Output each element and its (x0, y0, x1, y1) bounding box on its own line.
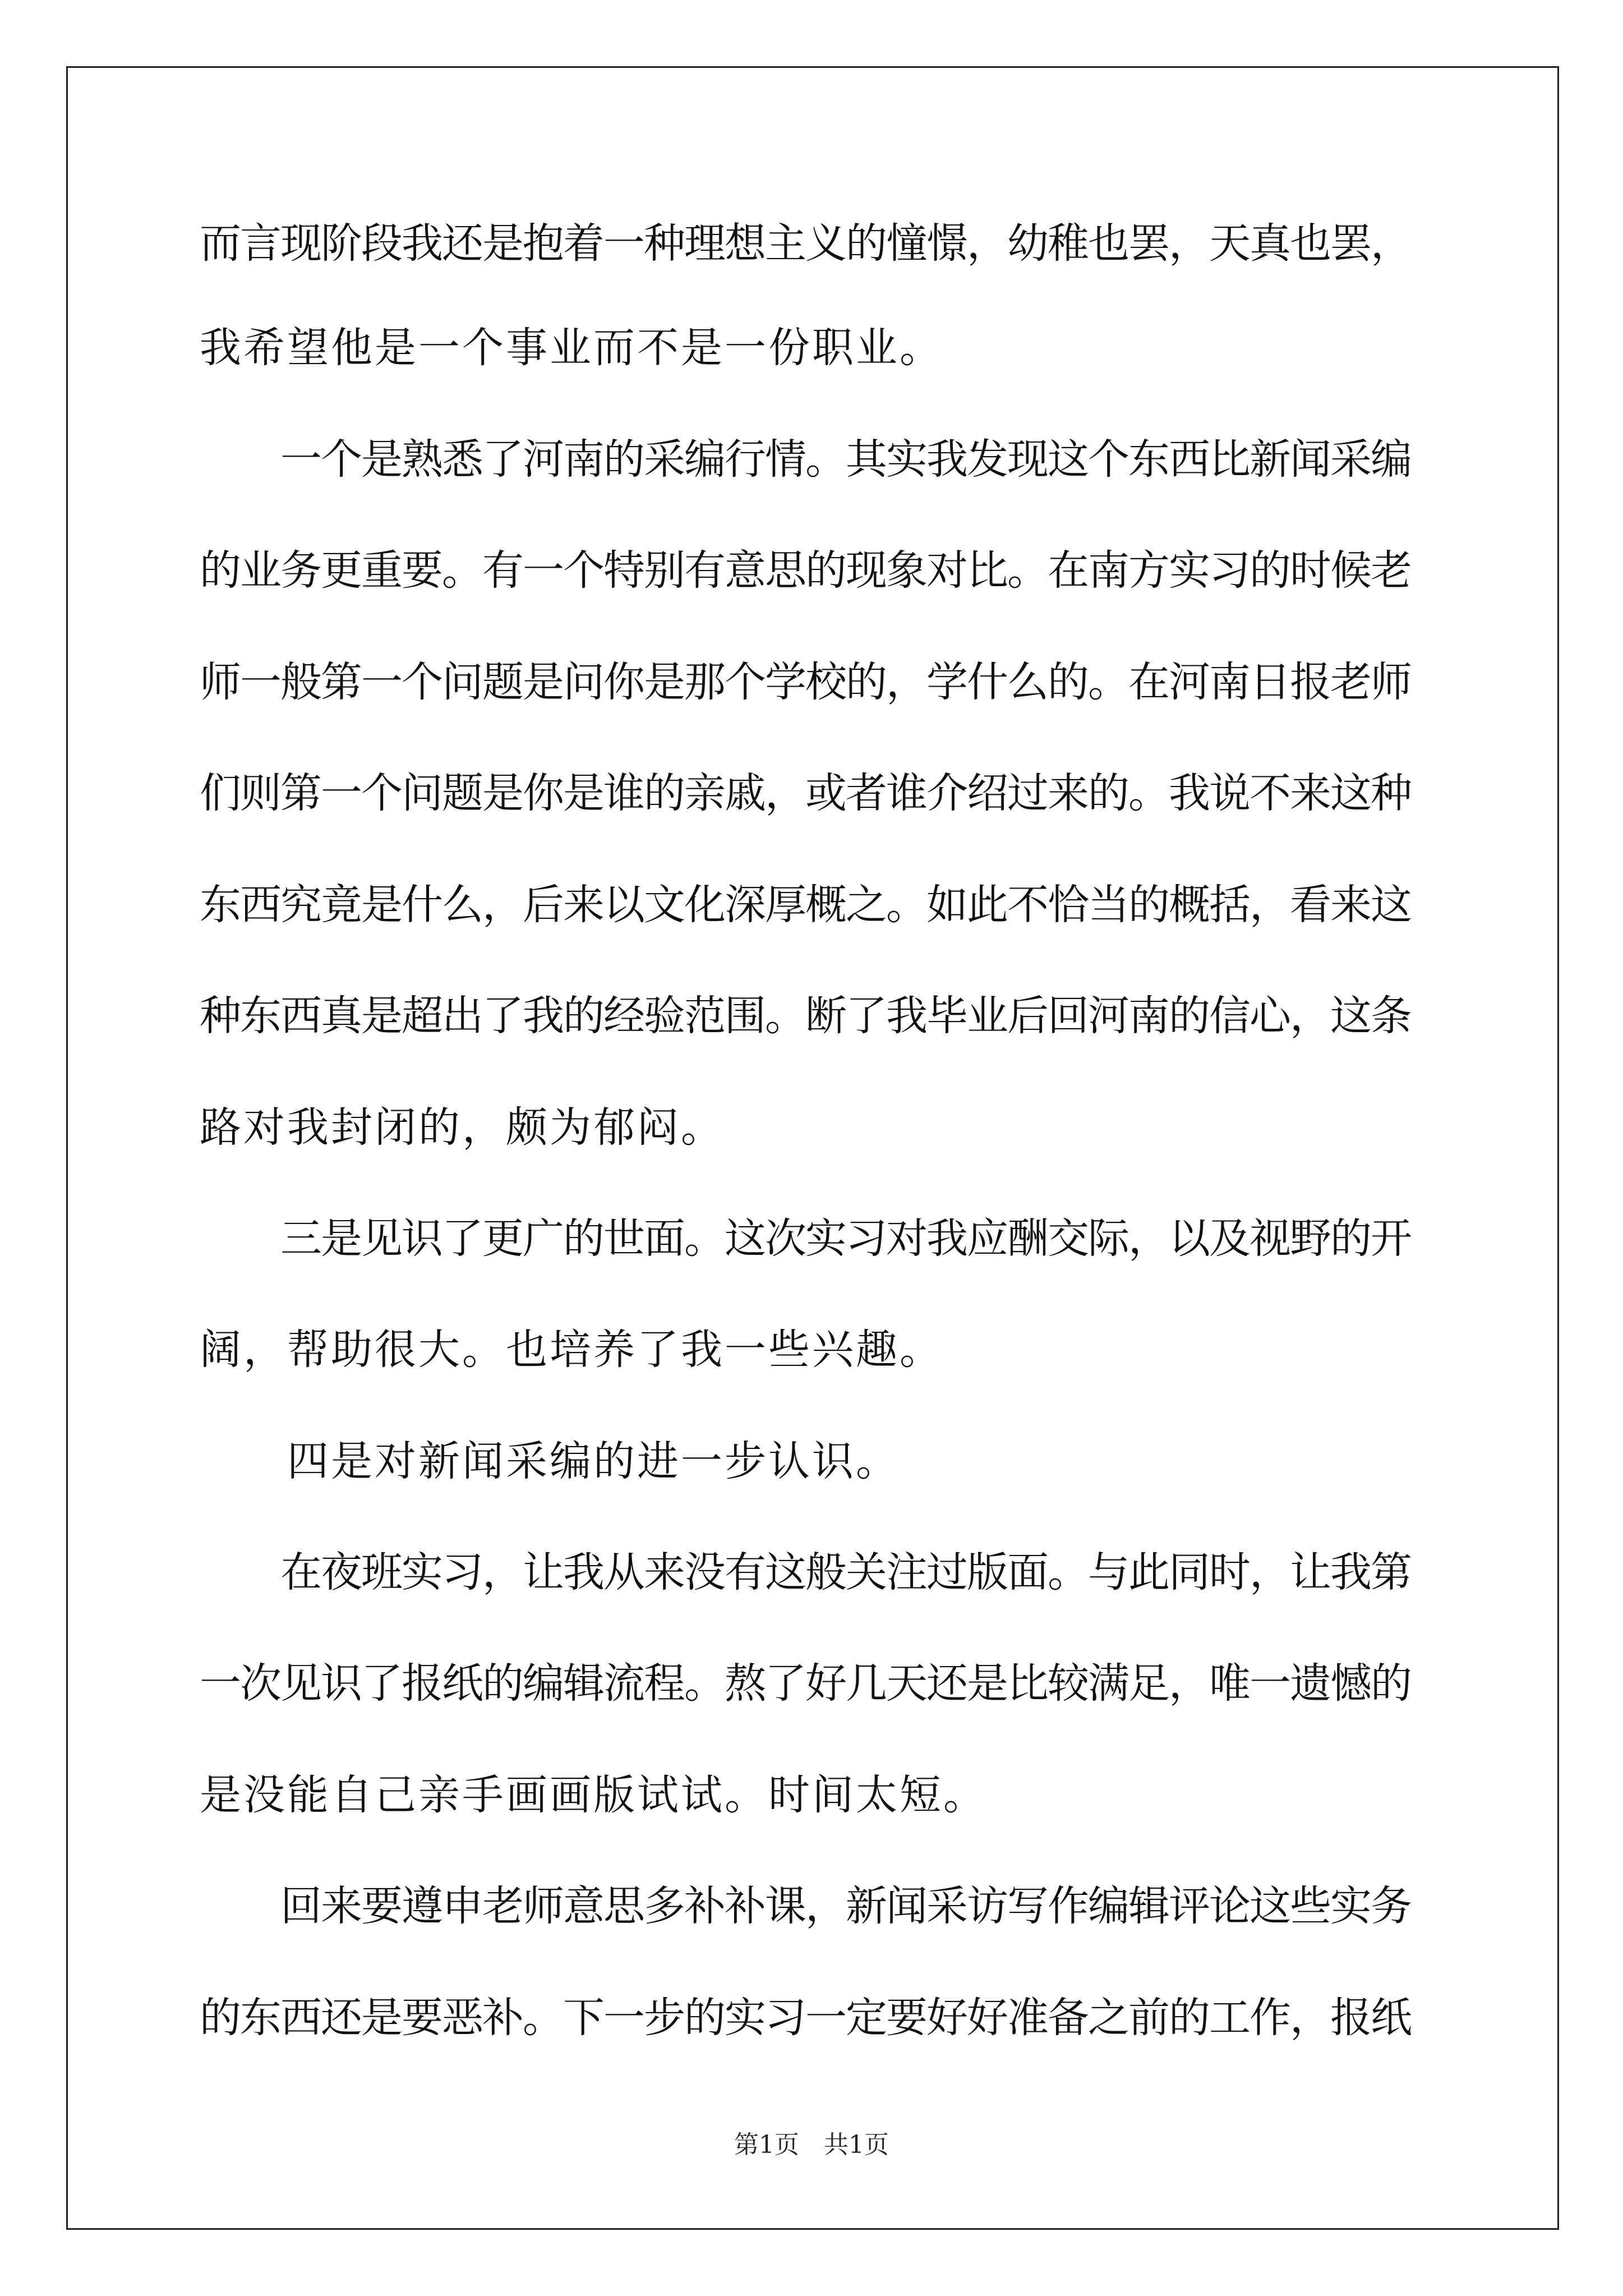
text-line: 们则第一个问题是你是谁的亲戚，或者谁介绍过来的。我说不来这种 (200, 769, 1411, 817)
text-line: 一次见识了报纸的编辑流程。熬了好几天还是比较满足，唯一遗憾的 (200, 1659, 1411, 1708)
text-line: 四是对新闻采编的进一步认识。 (200, 1437, 900, 1485)
text-line: 阔，帮助很大。也培养了我一些兴趣。 (200, 1326, 943, 1374)
page-footer: 第1页 共1页 (734, 2131, 889, 2159)
text-line: 的业务更重要。有一个特别有意思的现象对比。在南方实习的时候老 (200, 546, 1411, 595)
text-line: 是没能自己亲手画画版试试。时间太短。 (200, 1771, 987, 1819)
text-line: 三是见识了更广的世面。这次实习对我应酬交际，以及视野的开 (200, 1214, 1411, 1263)
text-line: 回来要遵申老师意思多补补课，新闻采访写作编辑评论这些实务 (200, 1882, 1411, 1930)
text-line: 路对我封闭的，颇为郁闷。 (200, 1103, 725, 1152)
text-line: 我希望他是一个事业而不是一份职业。 (200, 324, 943, 372)
text-line: 种东西真是超出了我的经验范围。断了我毕业后回河南的信心，这条 (200, 992, 1411, 1040)
text-line: 东西究竟是什么，后来以文化深厚概之。如此不恰当的概括，看来这 (200, 881, 1411, 929)
text-line: 而言现阶段我还是抱着一种理想主义的憧憬，幼稚也罢，天真也罢， (200, 219, 1411, 268)
text-line: 师一般第一个问题是问你是那个学校的，学什么的。在河南日报老师 (200, 658, 1411, 706)
text-line: 在夜班实习，让我从来没有这般关注过版面。与此同时，让我第 (200, 1548, 1411, 1596)
text-line: 一个是熟悉了河南的采编行情。其实我发现这个东西比新闻采编 (200, 435, 1411, 484)
text-line: 的东西还是要恶补。下一步的实习一定要好好准备之前的工作，报纸 (200, 1994, 1411, 2042)
